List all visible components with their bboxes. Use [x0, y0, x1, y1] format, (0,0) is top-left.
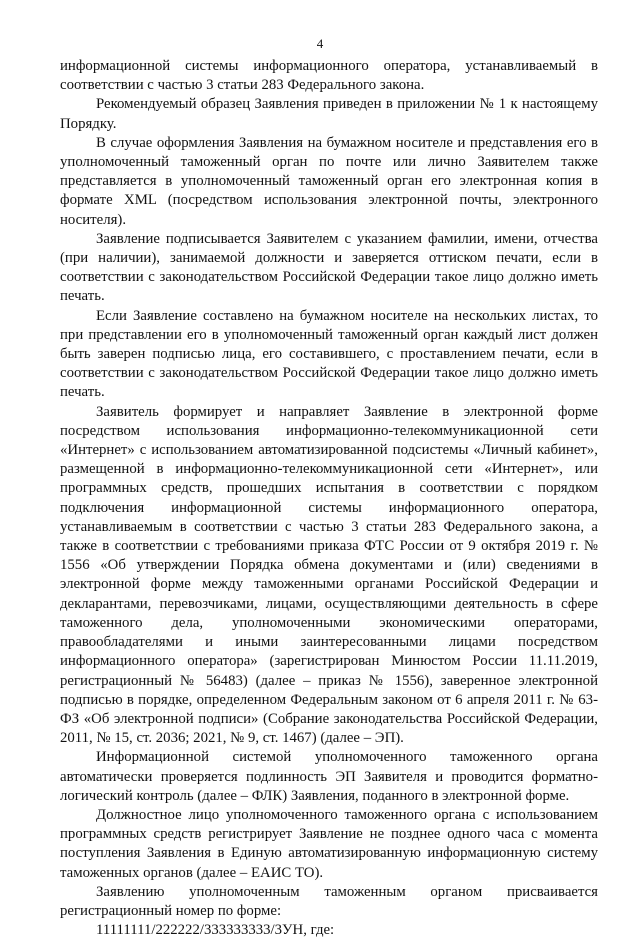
document-body — [60, 57, 598, 940]
paragraph-verification: Информационной системой уполномоченного таможенного органа автоматически проверяется подлинность ЭП Заявителя и проводится форматно-логический контроль (далее – ФЛК) Заявления, поданного в электронной форме. — [60, 749, 598, 804]
paragraph-registration: Должностное лицо уполномоченного таможенного органа с использованием программных средств регистрирует Заявление не позднее одного часа с момента поступления Заявления в Единую автоматизированную информационную систему таможенных органов (далее – ЕАИС ТО). — [60, 806, 598, 881]
paragraph-signature: Заявление подписывается Заявителем с указанием фамилии, имени, отчества (при наличии), занимаемой должности и заверяется оттиском печати, если в соответствии с законодательством Российской Федерации такое лицо должно иметь печать. — [60, 230, 598, 305]
registration-number-format: 11111111/222222/333333333/3УН, где: — [96, 922, 335, 939]
paragraph-sample-reference: Рекомендуемый образец Заявления приведен в приложении № 1 к настоящему Порядку. — [60, 96, 598, 132]
paragraph-paper-submission: В случае оформления Заявления на бумажном носителе и представления его в уполномоченный таможенный орган по почте или лично Заявителем также представляется в уполномоченный таможенный орган его электронная копия в формате XML (посредством использования электронной почты, электронного носителя). — [60, 134, 598, 228]
paragraph-registration-number: Заявлению уполномоченным таможенным органом присваивается регистрационный номер по форме: — [60, 883, 598, 919]
paragraph-continuation: информационной системы информационного оператора, устанавливаемый в соответствии с частью 3 статьи 283 Федерального закона. — [60, 58, 598, 94]
page-number: 4 — [316, 36, 324, 51]
paragraph-electronic-submission: Заявитель формирует и направляет Заявление в электронной форме посредством использования информационно-телекоммуникационной сети «Интернет» с использованием автоматизированной подсистемы «Личный кабинет», размещенной в информационно-телекоммуникационной сети «Интернет», или программных средств, прошедших испытания в соответствии с порядком подключения информационной системы информационного оператора, устанавливаемым в соответствии с частью 3 статьи 283 Федерального закона, а также в соответствии с требованиями приказа ФТС России от 9 октября 2019 г. № 1556 «Об утверждении Порядка обмена документами и (или) сведениями в электронной форме между таможенными органами Российской Федерации и декларантами, перевозчиками, лицами, осуществляющими деятельность в сфере таможенного дела, уполномоченными экономическими операторами, правообладателями и иными заинтересованными лицами посредством информационного оператора» (зарегистрирован Минюстом России 11.11.2019, регистрационный № 56483) (далее – приказ № 1556), заверенное электронной подписью в порядке, определенном Федеральным законом от 6 апреля 2011 г. № 63-ФЗ «Об электронной подписи» (Собрание законодательства Российской Федерации, 2011, № 15, ст. 2036; 2021, № 9, ст. 1467) (далее – ЭП). — [60, 403, 598, 747]
paragraph-multiple-sheets: Если Заявление составлено на бумажном носителе на нескольких листах, то при представлении его в уполномоченный таможенный орган каждый лист должен быть заверен подписью лица, его составившего, с проставлением печати, если в соответствии с законодательством Российской Федерации такое лицо должно иметь печать. — [60, 307, 598, 401]
